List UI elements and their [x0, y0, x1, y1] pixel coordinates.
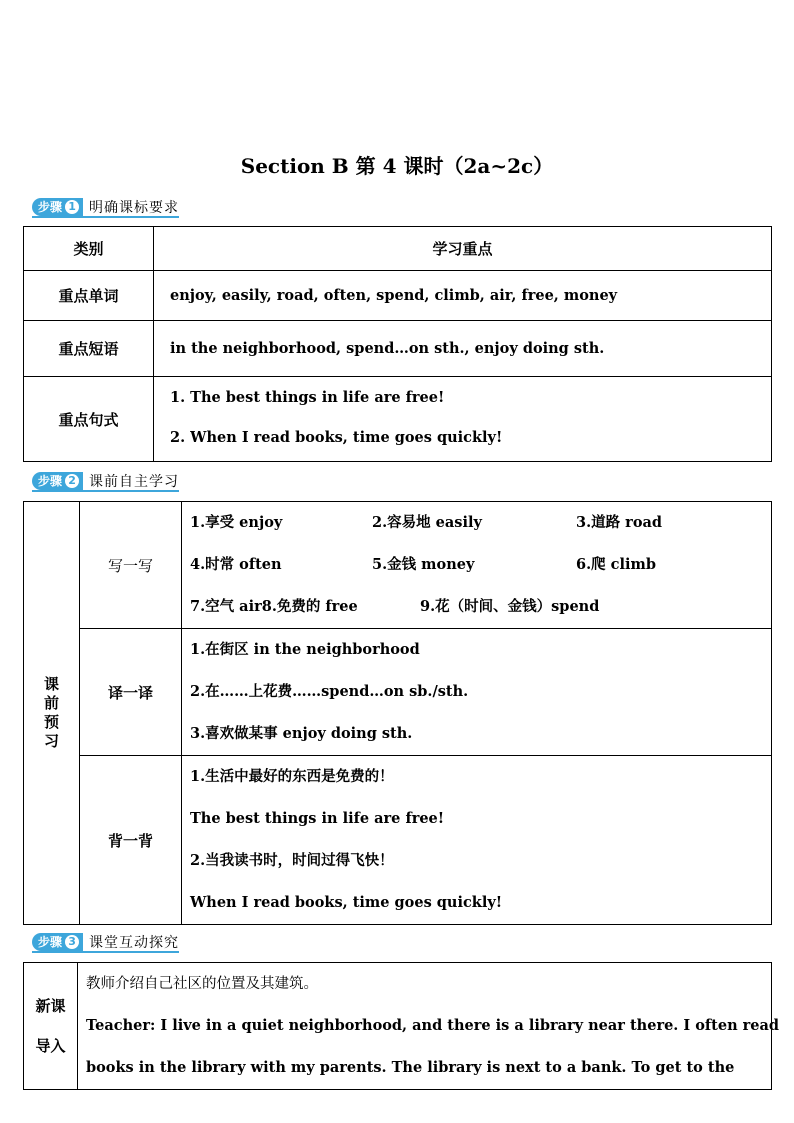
step-label: 课前自主学习 [89, 474, 180, 490]
step-number: 3 [65, 935, 79, 949]
step-badge: 步骤 3 [32, 933, 83, 951]
step-2-header [32, 472, 179, 490]
recite-content: 1.生活中最好的东西是免费的！ The best things in life are free! 2.当我读书时，时间过得飞快！ When I read books, time goes quickly! [182, 756, 772, 925]
preview-side-label: 课前预习 [24, 502, 80, 925]
row-label: 重点句式 [24, 377, 154, 462]
key-sentences: 1. The best things in life are free! 2. When I read books, time goes quickly! [154, 377, 772, 462]
header-focus: 学习重点 [154, 227, 772, 271]
step-3-header [32, 933, 179, 951]
write-content: 1.享受 enjoy 2.容易地 easily 3.道路 road 4.时常 often 5.金钱 money 6.爬 climb 7.空气 air8.免费的 free 9.花（时间、金钱）spend [182, 502, 772, 629]
row-label: 重点单词 [24, 271, 154, 321]
header-type: 类别 [24, 227, 154, 271]
step-label: 课堂互动探究 [89, 935, 180, 951]
translate-label: 译一译 [80, 629, 182, 756]
intro-side-label: 新课 导入 [24, 963, 78, 1090]
intro-content: 教师介绍自己社区的位置及其建筑。 Teacher: I live in a quiet neighborhood, and there is a library near there. I often read books in the library with my parents. The library is next to a bank. To get to the [78, 963, 772, 1090]
key-words: enjoy, easily, road, often, spend, climb, air, free, money [154, 271, 772, 321]
write-label: 写一写 [80, 502, 182, 629]
step-badge: 步骤 2 [32, 472, 83, 490]
translate-content: 1.在街区 in the neighborhood 2.在……上花费……spend…on sb./sth. 3.喜欢做某事 enjoy doing sth. [182, 629, 772, 756]
preview-table [23, 501, 772, 925]
page-title: Section B 第 4 课时（2a~2c） [240, 154, 554, 178]
lesson-intro-table [23, 962, 780, 1090]
step-label: 明确课标要求 [89, 200, 180, 216]
row-label: 重点短语 [24, 321, 154, 377]
step-number: 2 [65, 474, 79, 488]
key-phrases: in the neighborhood, spend…on sth., enjoy doing sth. [154, 321, 772, 377]
curriculum-table [23, 226, 772, 462]
recite-label: 背一背 [80, 756, 182, 925]
step-1-header [32, 198, 179, 216]
step-badge: 步骤 1 [32, 198, 83, 216]
step-number: 1 [65, 200, 79, 214]
